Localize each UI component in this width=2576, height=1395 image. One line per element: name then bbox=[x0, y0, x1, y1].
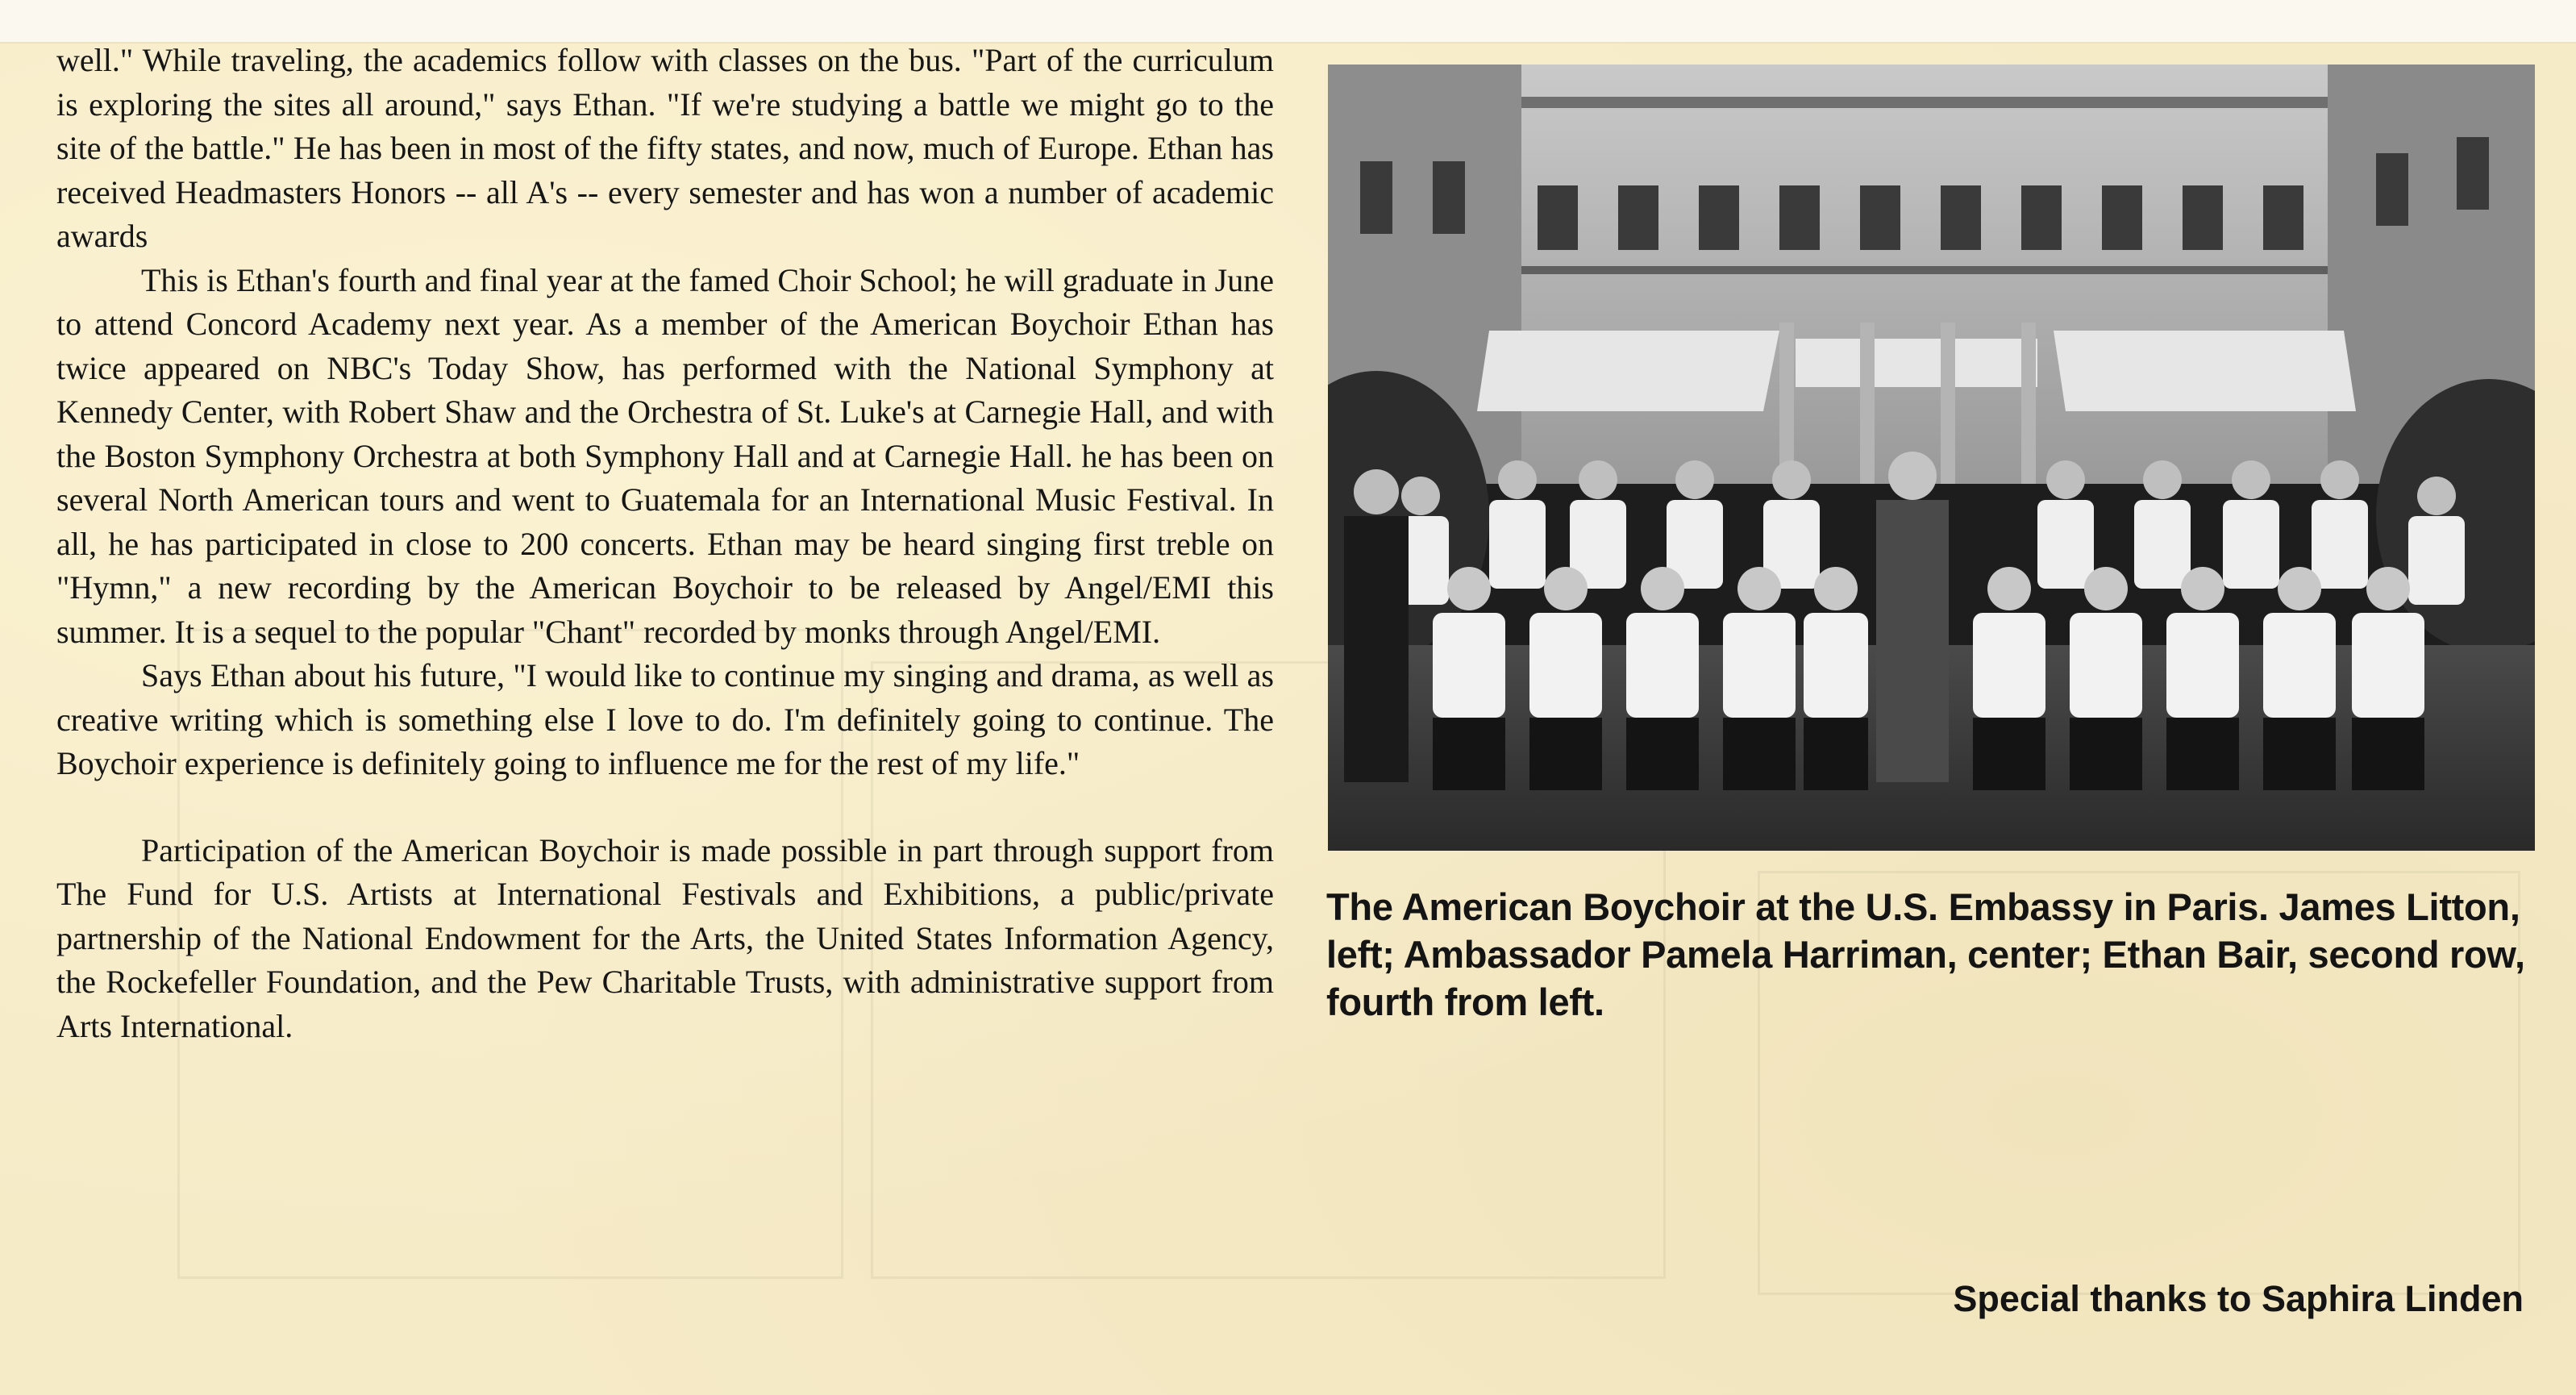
director-head bbox=[1354, 469, 1399, 514]
choir-photo bbox=[1328, 65, 2535, 851]
ambassador-figure bbox=[1876, 500, 1949, 782]
choir-photo-illustration bbox=[1328, 65, 2535, 851]
balustrade bbox=[1521, 97, 2328, 108]
credit-line: Special thanks to Saphira Linden bbox=[1953, 1278, 2524, 1319]
page-top-margin bbox=[0, 0, 2576, 44]
balcony-rail bbox=[1521, 266, 2328, 274]
director-figure bbox=[1344, 516, 1409, 782]
ambassador-head bbox=[1888, 452, 1937, 500]
article-paragraph: well." While traveling, the academics follow with classes on the bus. "Part of the curriculum is exploring the sites all around," says Ethan. "If we're studying a battle we might go to the site of the battle." He has been in most of the fifty states, and now, much of Europe. Ethan has received Headmasters Honors -- all A's -- every semester and has won a number of academic awards bbox=[56, 42, 1274, 254]
article-paragraph: This is Ethan's fourth and final year at the famed Choir School; he will graduate in June to attend Concord Academy next year. As a member of the American Boychoir Ethan has twice appeared on NBC's Today Show, has performed with the National Symphony at Kennedy Center, with Robert Shaw and the Orchestra of St. Luke's at Carnegie Hall, and with the Boston Symphony Orchestra at both Symphony Hall and at Carnegie Hall. he has been on several North American tours and went to Guatemala for an International Music Festival. In all, he has participated in close to 200 concerts. Ethan may be heard singing first treble on "Hymn," a new recording by the American Boychoir to be released by Angel/EMI this summer. It is a sequel to the popular "Chant" recorded by monks through Angel/EMI. bbox=[56, 261, 1274, 650]
article-paragraph: Says Ethan about his future, "I would like to continue my singing and drama, as well as creative writing which is something else I love to do. I'm definitely going to continue. The Boychoir experience is definitely going to influence me for the rest of my life." bbox=[56, 657, 1274, 781]
article-body bbox=[56, 39, 1274, 1048]
photo-caption: The American Boychoir at the U.S. Embassy in Paris. James Litton, left; Ambassador Pamela Harriman, center; Ethan Bair, second row, fourth from left. bbox=[1326, 885, 2525, 1023]
article-paragraph: Participation of the American Boychoir is made possible in part through support from The Fund for U.S. Artists at International Festivals and Exhibitions, a public/private partnership of the National Endowment for the Arts, the United States Information Agency, the Rockefeller Foundation, and the Pew Charitable Trusts, with administrative support from Arts International. bbox=[56, 831, 1274, 1044]
